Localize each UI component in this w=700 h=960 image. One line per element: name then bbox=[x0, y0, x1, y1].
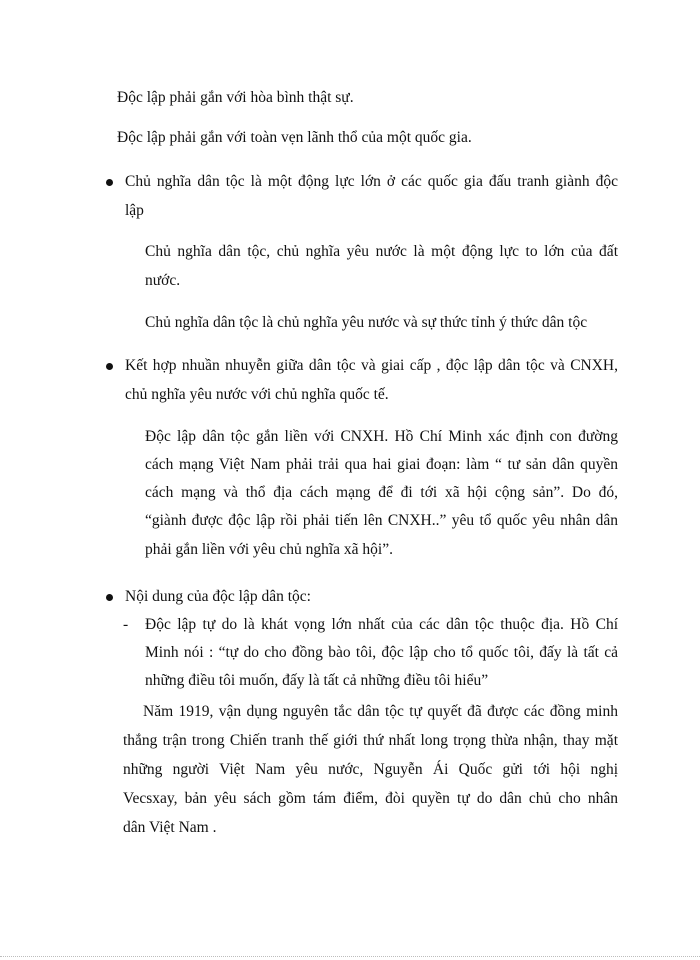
sub-nationalism-1-line-2: nước. bbox=[145, 272, 181, 289]
paragraph-1919-line-1: Năm 1919, vận dụng nguyên tắc dân tộc tự quyết đã được các đồng minh bbox=[143, 703, 618, 720]
sub-socialism-line-3: cách mạng và thổ địa cách mạng để đi tới xã hội cộng sản”. Do đó, bbox=[145, 484, 618, 501]
page-bottom-divider bbox=[0, 956, 700, 957]
sub-socialism-line-2: cách mạng Việt Nam phải trải qua hai giai đoạn: làm “ tư sản dân quyền bbox=[145, 456, 618, 473]
bullet-content-heading: Nội dung của độc lập dân tộc: bbox=[125, 588, 311, 605]
bullet-nationalism-line-1: Chủ nghĩa dân tộc là một động lực lớn ở các quốc gia đấu tranh giành độc bbox=[125, 173, 618, 190]
paragraph-1919-line-4: Vecsxay, bản yêu sách gồm tám điểm, đòi quyền tự do dân chủ cho nhân bbox=[123, 790, 618, 807]
paragraph-1919-line-5: dân Việt Nam . bbox=[123, 819, 217, 836]
dash-marker: - bbox=[123, 616, 129, 633]
bullet-dot bbox=[106, 594, 113, 601]
bullet-nationalism-line-2: lập bbox=[125, 202, 144, 219]
dash-freedom-line-1: Độc lập tự do là khát vọng lớn nhất của các dân tộc thuộc địa. Hồ Chí bbox=[145, 616, 618, 633]
sub-nationalism-1-line-1: Chủ nghĩa dân tộc, chủ nghĩa yêu nước là một động lực to lớn của đất bbox=[145, 243, 618, 260]
sub-nationalism-2: Chủ nghĩa dân tộc là chủ nghĩa yêu nước và sự thức tỉnh ý thức dân tộc bbox=[145, 314, 588, 331]
bullet-dot bbox=[106, 179, 113, 186]
dash-freedom-line-3: những điều tôi muốn, đấy là tất cả những điều tôi hiểu” bbox=[145, 672, 489, 689]
bullet-combination-line-1: Kết hợp nhuần nhuyễn giữa dân tộc và giai cấp , độc lập dân tộc và CNXH, bbox=[125, 357, 618, 374]
paragraph-1919-line-2: thắng trận trong Chiến tranh thế giới thứ nhất long trọng thừa nhận, thay mặt bbox=[123, 732, 618, 749]
paragraph-1919-line-3: những người Việt Nam yêu nước, Nguyễn Ái Quốc gửi tới hội nghị bbox=[123, 761, 618, 778]
sub-socialism-line-1: Độc lập dân tộc gắn liền với CNXH. Hồ Chí Minh xác định con đường bbox=[145, 428, 618, 445]
dash-freedom-line-2: Minh nói : “tự do cho đồng bào tôi, độc lập cho tổ quốc tôi, đấy là tất cả bbox=[145, 644, 618, 661]
sub-socialism-line-5: phải gắn liền với yêu chủ nghĩa xã hội”. bbox=[145, 541, 393, 558]
bullet-dot bbox=[106, 363, 113, 370]
bullet-combination-line-2: chủ nghĩa yêu nước với chủ nghĩa quốc tế. bbox=[125, 386, 389, 403]
paragraph-territory: Độc lập phải gắn với toàn vẹn lãnh thổ của một quốc gia. bbox=[117, 129, 472, 146]
paragraph-peace: Độc lập phải gắn với hòa bình thật sự. bbox=[117, 89, 354, 106]
sub-socialism-line-4: “giành được độc lập rồi phải tiến lên CNXH..” yêu tổ quốc yêu nhân dân bbox=[145, 512, 618, 529]
